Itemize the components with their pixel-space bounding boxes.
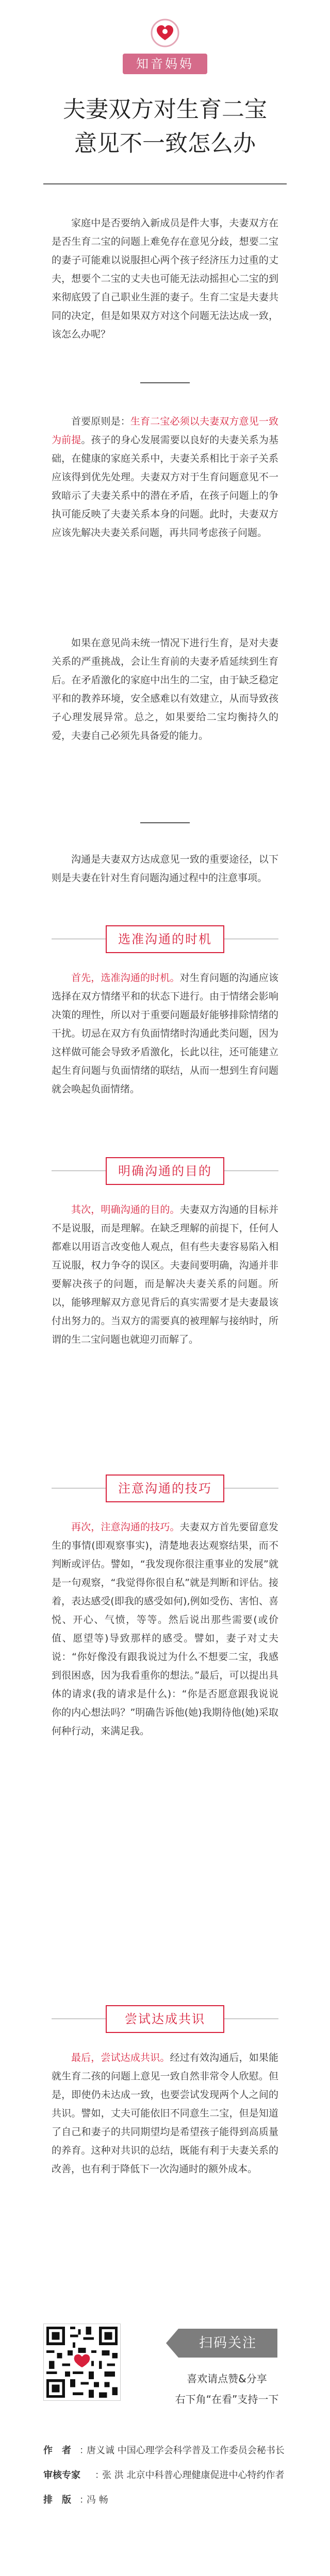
- intro-paragraph: 家庭中是否要纳入新成员是件大事，夫妻双方在是否生育二宝的问题上难免存在意见分歧，想要二宝的妻子可能难以说服担心两个孩子经济压力过重的丈夫，想要个二宝的丈夫也可能无法动摇担心二宝的到来彻底毁了自己职业生涯的妻子。生育二宝是夫妻共同的决定，但是如果双方对这个问题无法达成一致，该怎么办呢？: [52, 217, 278, 340]
- principle-paragraph: [52, 412, 278, 542]
- section-4-lead: 最后，尝试达成共识。: [71, 2052, 170, 2063]
- heart-badge-icon: [150, 18, 180, 48]
- credit-author: [43, 2442, 291, 2460]
- like-share-text: 喜欢请点赞&分享: [187, 2372, 267, 2385]
- tag-arrow-icon: [166, 2329, 178, 2358]
- in-view-support-text: 右下角“在看”支持一下: [175, 2393, 279, 2405]
- principle-lead: 首要原则是：: [71, 416, 130, 427]
- credit-value: 张 洪 北京中科普心理健康促进中心特约作者: [102, 2470, 285, 2481]
- credit-label: 审核专家: [43, 2470, 80, 2481]
- short-divider: [140, 382, 190, 383]
- title-line-1: 夫妻双方对生育二宝: [63, 96, 267, 123]
- principle-body: 。孩子的身心发展需要以良好的夫妻关系为基础，在健康的家庭关系中，夫妻关系相比于亲子关系应该得到优先处理。夫妻双方对于生育问题意见不一致暗示了夫妻关系中的潜在矛盾，在孩子问题上的争执可能反映了夫妻关系本身的问题。此时，夫妻双方应该先解决夫妻关系问题，再共同考虑孩子问题。: [52, 434, 278, 538]
- credit-colon: ：: [79, 2445, 89, 2456]
- section-1-lead: 首先，选准沟通的时机。: [71, 972, 180, 984]
- article-title: [0, 93, 330, 161]
- brand-logo: [123, 18, 207, 79]
- communication-intro: 沟通是夫妻双方达成意见一致的重要途径，以下则是夫妻在针对生育问题沟通过程中的注意事项。: [52, 854, 278, 884]
- credit-reviewer: [43, 2467, 291, 2484]
- section-4-body: 经过有效沟通后，如果能就生育二孩的问题上意见一致自然非常令人欣慰。但是，即使仍未达成一致，也要尝试发现两个人之间的共识。譬如，丈夫可能依旧不同意生二宝，但是知道了自己和妻子的共同期望均是希望孩子能得到高质量的养育。这种对共识的总结，既能有利于夫妻关系的改善，也有利于降低下一次沟通时的额外成本。: [52, 2052, 278, 2175]
- section-2-lead: 其次，明确沟通的目的。: [71, 1204, 180, 1215]
- section-heading-4: 尝试达成共识: [106, 2005, 224, 2033]
- section-4-paragraph: [52, 2048, 278, 2178]
- short-divider: [140, 822, 190, 823]
- credit-layout: [43, 2492, 291, 2509]
- section-heading-3: 注意沟通的技巧: [106, 1475, 224, 1502]
- credit-colon: ：: [79, 2495, 89, 2505]
- principle-paragraph-2: 如果在意见尚未统一情况下进行生育，是对夫妻关系的严重挑战，会让生育前的夫妻矛盾延续到生育后。在矛盾激化的家庭中出生的二宝，由于缺乏稳定平和的教养环境，安全感难以有效建立，从而导致孩子心理发展异常。总之，如果要给二宝均衡持久的爱，夫妻自己必须先具备爱的能力。: [52, 637, 278, 741]
- credit-colon: ：: [95, 2470, 104, 2481]
- credit-value: 唐义诚 中国心理学会科学普及工作委员会秘书长: [87, 2445, 285, 2456]
- scan-follow-tag: 扫码关注: [178, 2329, 277, 2358]
- credit-label: 排 版: [43, 2495, 71, 2505]
- section-3-body: 夫妻双方首先要留意发生的事情(即观察事实)，清楚地表达观察结果，而不判断或评估。譬如，“我发现你很注重事业的发展”就是一句观察，“我觉得你很自私”就是判断和评估。接着，表达感受(即我的感受如何),例如受伤、害怕、喜悦、开心、气愤，等等。然后说出那些需要(或价值、愿望等)导致那样的感受。譬如，妻子对丈夫说：“你好像没有跟我说过为什么不想要二宝，我感到很困惑，因为我看重你的想法。”最后，可以提出具体的请求(我的请求是什么)：“你是否愿意跟我说说你的内心想法吗？”明确告诉他(她)我期待他(她)采取何种行动，来满足我。: [52, 1521, 278, 1737]
- section-2-paragraph: [52, 1200, 278, 1349]
- qr-code-icon: [44, 2324, 120, 2400]
- section-3-lead: 再次，注意沟通的技巧。: [71, 1521, 180, 1533]
- title-divider: [43, 183, 287, 184]
- principle-highlight: 生育二宝必须以夫妻双方意见一致为前提: [52, 416, 278, 446]
- section-heading-1: 选准沟通的时机: [106, 925, 224, 953]
- section-heading-2: 明确沟通的目的: [106, 1157, 224, 1185]
- section-3-paragraph: [52, 1518, 278, 1740]
- section-2-body: 夫妻双方沟通的目标并不是说服，而是理解。在缺乏理解的前提下，任何人都难以用语言改变他人观点，但有些夫妻容易陷入相互说服，权力争夺的误区。夫妻间要明确，沟通并非要解决孩子的问题，而是解决夫妻关系的问题。所以，能够理解双方意见背后的真实需要才是夫妻最该付出努力的。当双方的需要真的被理解与接纳时，所谓的生二宝问题也就迎刃而解了。: [52, 1204, 278, 1345]
- logo-text: 知音妈妈: [123, 54, 207, 74]
- qr-code-image[interactable]: [43, 2324, 121, 2401]
- title-line-2: 意见不一致怎么办: [74, 130, 256, 157]
- section-1-paragraph: [52, 969, 278, 1098]
- credit-value: 冯 畅: [87, 2495, 108, 2505]
- section-1-body: 对生育问题的沟通应该选择在双方情绪平和的状态下进行。由于情绪会影响决策的理性，所以对于重要问题最好能够排除情绪的干扰。切忌在双方有负面情绪时沟通此类问题，因为这样做可能会导致矛盾激化，长此以往，还可能建立起生育问题与负面情绪的联结，从而一想到生育问题就会唤起负面情绪。: [52, 972, 278, 1095]
- credit-label: 作 者: [43, 2445, 71, 2456]
- credits: [43, 2442, 291, 2516]
